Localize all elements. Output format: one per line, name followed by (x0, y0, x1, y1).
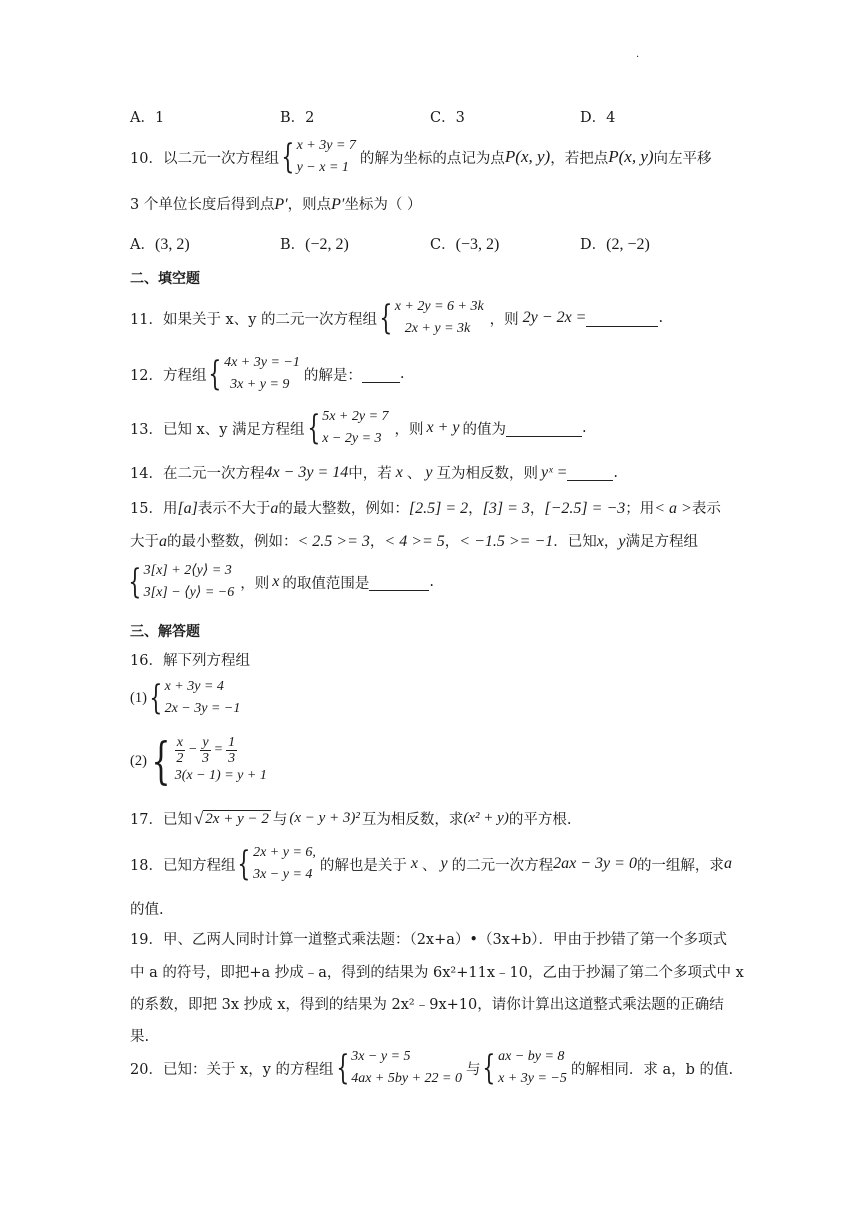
q9-option-d: D．4 (580, 110, 616, 126)
system-brace-icon: { (281, 137, 295, 177)
q13-number: 13． (130, 421, 163, 438)
q20-system1 (351, 1046, 462, 1090)
q10-eq2: y − x = 1 (296, 160, 349, 175)
q10-option-a: A．(3, 2) (130, 236, 190, 253)
q11-eq1: x + 2y = 6 + 3k (394, 299, 484, 314)
q13-answer-blank[interactable] (506, 420, 582, 437)
q20-eq2: 4ax + 5by + 22 = 0 (351, 1071, 462, 1086)
q11-system (395, 296, 484, 340)
q20: 20． 已知：关于 x，y 的方程组 { 3x − y = 5 4ax + 5by + 22 = 0 与 { ax − by = 8 x + 3y = −5 的解相同．求 a，b 的值. (130, 1048, 734, 1088)
q14-sep: 、 (406, 466, 422, 482)
system-brace-icon: { (128, 562, 142, 602)
system-brace-icon: { (482, 1048, 496, 1088)
q16-part1 (130, 674, 240, 722)
q10-line2a: 3 个单位长度后得到点 (130, 197, 275, 213)
system-brace-icon: { (335, 1048, 349, 1088)
q11 (130, 294, 663, 342)
q18-line1: 18． 已知方程组 { 2x + y = 6, 3x − y = 4 的解也是关于 x 、 y 的二元一次方程 2ax − 3y = 0 的一组解，求 a (130, 844, 732, 884)
q12-number: 12． (130, 367, 163, 384)
system-brace-icon: { (151, 732, 171, 790)
q15-l3b: x (272, 573, 280, 590)
q13-post2: 的值为 (462, 421, 507, 438)
q17-radicand: 2x + y − 2 (205, 810, 269, 827)
section-heading-solve: 三、解答题 (130, 624, 200, 640)
q10-eq1: x + 3y = 7 (296, 138, 356, 153)
q14-expr: yˣ = (540, 463, 568, 481)
q16-part1-eq1: x + 3y = 4 (164, 679, 224, 694)
q14-number: 14． (130, 466, 163, 482)
system-brace-icon: { (379, 298, 393, 338)
q14-pre: 在二元一次方程 (162, 466, 265, 482)
q16-part1-label: (1) (130, 689, 147, 706)
q12 (130, 350, 404, 398)
q15-line1: 15．用[a]表示不大于a的最大整数，例如：[2.5] = 2，[3] = 3，[−2.5] = −3；用< a >表示 (130, 500, 721, 517)
q14-mid: 中，若 (348, 466, 392, 482)
q9-option-a: A．1 (130, 110, 165, 126)
q10-line2c: 坐标为（ ） (344, 197, 422, 213)
q16-part2 (130, 728, 267, 794)
q10-line2 (130, 193, 422, 214)
q10-mid2: ，若把点 (550, 150, 609, 167)
q15-end: . (429, 574, 434, 590)
q10-point2: P(x, y) (608, 147, 654, 166)
q10-point: P(x, y) (504, 147, 551, 166)
q18-eq1: 2x + y = 6, (253, 845, 316, 860)
q10-system (297, 135, 356, 179)
q10-line1 (130, 133, 712, 181)
q15-system (144, 560, 235, 604)
q11-number: 11． (130, 311, 163, 328)
q12-end: . (399, 366, 405, 382)
q12-system (224, 352, 300, 396)
q11-pre: 如果关于 x、y 的二元一次方程组 (162, 311, 378, 328)
q16-part2-eq1: $\frac{x}{2}$ − $\frac{y}{3}$ = $\frac{1}{3}$ (176, 734, 236, 766)
q15-l3c: 的取值范围是 (282, 575, 370, 592)
system-brace-icon: { (149, 678, 163, 718)
q10-option-d: D．(2, −2) (580, 236, 650, 253)
q19-line4: 果. (130, 1029, 150, 1045)
q10-line2b: ，则点 (287, 197, 332, 213)
q13-post: ，则 (394, 421, 424, 438)
section-heading-fill-in: 二、填空题 (130, 271, 200, 287)
q10-post: 向左平移 (653, 150, 712, 167)
q20-system2 (498, 1046, 567, 1090)
q12-post: 的解是： (303, 367, 362, 384)
q11-end: . (658, 310, 664, 326)
q13-expr: x + y (426, 419, 460, 436)
q14-end: . (613, 464, 618, 481)
q10-mid1: 的解为坐标的点记为点 (359, 150, 505, 167)
q16-part2-label: (2) (130, 752, 147, 769)
q13-pre: 已知 x、y 满足方程组 (162, 421, 305, 438)
q17: 17． 已知 √ 2x + y − 2 与 (x − y + 3)² 互为相反数，求 (x² + y) 的平方根. (130, 808, 572, 828)
q14-mid2: 互为相反数，则 (436, 466, 538, 482)
q12-pre: 方程组 (162, 367, 207, 384)
q9-option-b: B．2 (280, 110, 315, 126)
q15-line3 (126, 558, 434, 606)
q14-answer-blank[interactable] (567, 464, 613, 481)
q19-line1: 19．甲、乙两人同时计算一道整式乘法题：（2x+a）•（3x+b）．甲由于抄错了第一个多项式 (130, 932, 728, 948)
q13 (130, 404, 587, 452)
q19-line2: 中 a 的符号，即把+a 抄成﹣a，得到的结果为 6x²+11x﹣10，乙由于抄漏了第二个多项式中 x (130, 965, 744, 981)
fraction: $\frac{x}{2}$ (176, 734, 184, 766)
q10-option-b: B．(−2, 2) (280, 236, 349, 253)
q13-end: . (582, 420, 587, 436)
q12-eq1: 4x + 3y = −1 (224, 355, 300, 370)
q14-y: y (425, 463, 433, 481)
q14-eq: 4x − 3y = 14 (264, 463, 349, 481)
q16-part1-eq2: 2x − 3y = −1 (164, 701, 241, 716)
q16-part2-eq2: 3(x − 1) = y + 1 (174, 768, 267, 783)
system-brace-icon: { (208, 354, 222, 394)
q13-eq1: 5x + 2y = 7 (322, 409, 389, 424)
q15-eq2: 3[x] − ⟨y⟩ = −6 (143, 585, 235, 600)
q10-pprime2: P′ (331, 196, 345, 213)
q15-answer-blank[interactable] (369, 574, 429, 591)
q15-l3a: ，则 (240, 575, 270, 592)
q11-answer-blank[interactable] (586, 310, 658, 327)
q16-part2-system (175, 732, 267, 790)
q10-option-c: C．(−3, 2) (430, 236, 500, 253)
q20-eq3: ax − by = 8 (498, 1049, 565, 1064)
q18-eq2: 3x − y = 4 (253, 867, 313, 882)
q13-eq2: x − 2y = 3 (322, 431, 382, 446)
fraction: $\frac{1}{3}$ (228, 734, 236, 766)
page-dot: · (636, 52, 640, 63)
q10-pre: 以二元一次方程组 (162, 150, 279, 167)
system-brace-icon: { (237, 844, 251, 884)
q16-prompt: 16．解下列方程组 (130, 653, 250, 669)
q10-pprime: P′ (274, 196, 288, 213)
q18-line2: 的值. (130, 902, 164, 918)
q16-part1-system (165, 676, 241, 720)
q15-line2: 大于a的最小整数，例如：< 2.5 >= 3，< 4 >= 5，< −1.5 >= −1．已知x，y满足方程组 (130, 533, 698, 550)
q9-option-c: C．3 (430, 110, 465, 126)
q20-eq1: 3x − y = 5 (351, 1049, 411, 1064)
q11-eq2: 2x + y = 3k (404, 321, 471, 336)
q12-eq2: 3x + y = 9 (230, 377, 290, 392)
q17-square: (x − y + 3)² (289, 810, 360, 826)
q10-number: 10． (130, 150, 163, 167)
q13-system (322, 406, 388, 450)
q20-eq4: x + 3y = −5 (498, 1071, 567, 1086)
q11-post: ，则 (489, 311, 519, 328)
fraction: $\frac{y}{3}$ (202, 734, 210, 766)
q18-eq: 2ax − 3y = 0 (553, 855, 637, 872)
q15-eq1: 3[x] + 2⟨y⟩ = 3 (143, 563, 232, 578)
q12-answer-blank[interactable] (362, 366, 400, 383)
q14 (130, 462, 618, 483)
q19-line3: 的系数，即把 3x 抄成 x，得到的结果为 2x²﹣9x+10，请你计算出这道整式乘法题的正确结 (130, 997, 724, 1013)
q14-x: x (395, 463, 403, 481)
square-root-icon: √ (193, 808, 204, 828)
system-brace-icon: { (306, 408, 320, 448)
q17-expr: (x² + y) (463, 810, 509, 826)
q11-expr: 2y − 2x = (522, 309, 587, 326)
q18-system (253, 842, 316, 886)
